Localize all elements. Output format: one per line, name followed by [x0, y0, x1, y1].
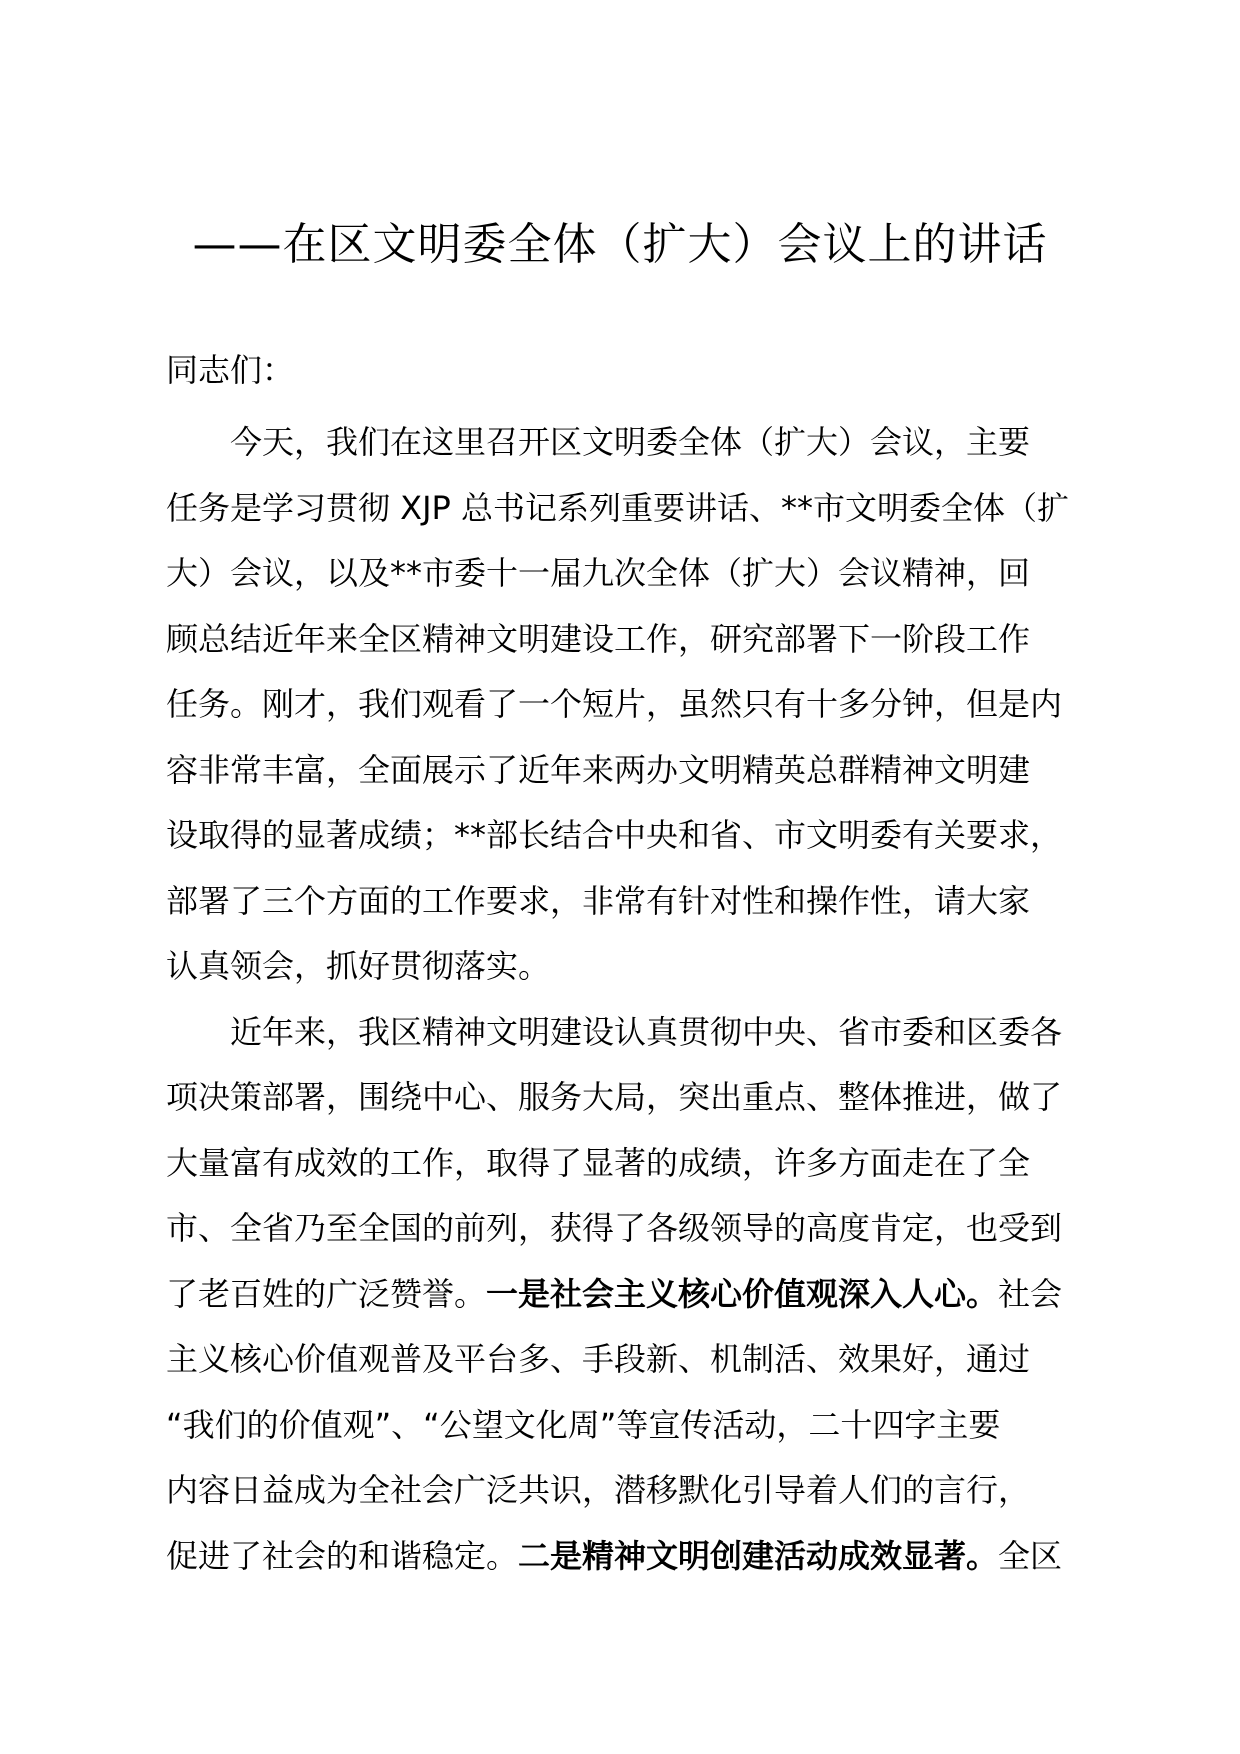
paragraph-line: 大量富有成效的工作，取得了显著的成绩，许多方面走在了全: [166, 1143, 1031, 1182]
paragraph-line: 容非常丰富，全面展示了近年来两办文明精英总群精神文明建: [166, 750, 1031, 789]
paragraph-line: 大）会议，以及**市委十一届九次全体（扩大）会议精神，回: [166, 554, 1031, 592]
paragraph-line: 市、全省乃至全国的前列，获得了各级领导的高度肯定，也受到: [166, 1209, 1063, 1247]
speech-subtitle: ——在区文明委全体（扩大）会议上的讲话: [192, 219, 1048, 270]
plain-text: 社会: [998, 1274, 1063, 1313]
speech-body: [166, 410, 1086, 1589]
paragraph-line: 顾总结近年来全区精神文明建设工作，研究部署下一阶段工作: [166, 619, 1031, 658]
paragraph-line: 任务。刚才，我们观看了一个短片，虽然只有十多分钟，但是内: [166, 685, 1063, 723]
paragraph-line: 认真领会，抓好贯彻落实。: [166, 947, 551, 985]
paragraph-line: 部署了三个方面的工作要求，非常有针对性和操作性，请大家: [166, 881, 1031, 920]
paragraph-line: 近年来，我区精神文明建设认真贯彻中央、省市委和区委各: [230, 1012, 1063, 1051]
bold-heading-point-one: 一是社会主义核心价值观深入人心。: [486, 1274, 999, 1313]
paragraph-line: 今天，我们在这里召开区文明委全体（扩大）会议，主要: [230, 423, 1031, 461]
paragraph-line: 内容日益成为全社会广泛共识，潜移默化引导着人们的言行，: [166, 1471, 1031, 1509]
paragraph-line-mixed: [166, 1262, 1086, 1328]
plain-text: 全区: [998, 1536, 1063, 1575]
paragraph-line: 主义核心价值观普及平台多、手段新、机制活、效果好，通过: [166, 1340, 1031, 1378]
plain-text: 促进了社会的和谐稳定。: [166, 1536, 519, 1575]
paragraph-line: 项决策部署，围绕中心、服务大局，突出重点、整体推进，做了: [166, 1078, 1063, 1116]
paragraph-line: 任务是学习贯彻 XJP 总书记系列重要讲话、**市文明委全体（扩: [166, 488, 1070, 527]
bold-heading-point-two: 二是精神文明创建活动成效显著。: [518, 1536, 999, 1575]
paragraph-line: “我们的价值观”、“公望文化周”等宣传活动，二十四字主要: [166, 1405, 1001, 1444]
salutation: 同志们：: [166, 351, 295, 389]
plain-text: 了老百姓的广泛赞誉。: [166, 1274, 487, 1313]
paragraph-line-mixed: [166, 1524, 1086, 1590]
paragraph-line: 设取得的显著成绩；**部长结合中央和省、市文明委有关要求，: [166, 816, 1063, 854]
